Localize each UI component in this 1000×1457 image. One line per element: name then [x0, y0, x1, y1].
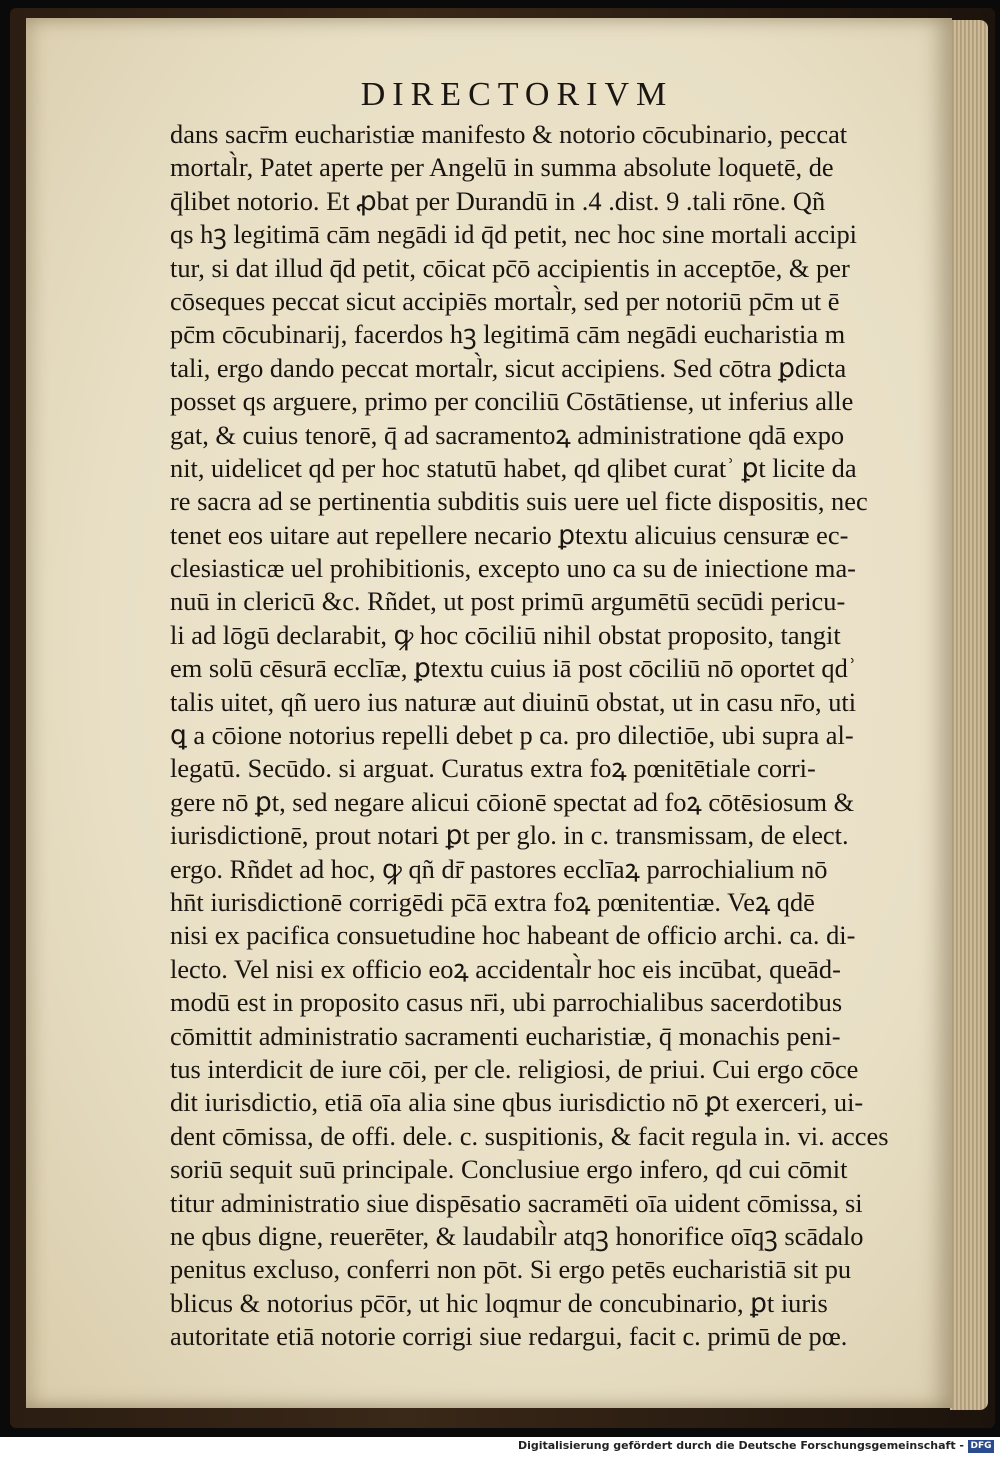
text-line: legatū. Secūdo. si arguat. Curatus extra foꝝ pœnitētiale corri- [170, 753, 816, 784]
footer-bar [0, 1437, 1000, 1457]
text-line: q̄libet notorio. Et ꝓbat per Durandū in .4 .dist. 9 .tali rōne. Qñ [170, 185, 826, 216]
text-line: gat, & cuius tenorē, q̄ ad sacramentoꝝ administratione qdā expo [170, 419, 845, 450]
text-line: nuū in clericū &c. Rñdet, ut post primū argumētū secūdi pericu- [170, 586, 846, 617]
dfg-logo: DFG [968, 1440, 994, 1453]
text-line: penitus excluso, conferri non pōt. Si ergo petēs eucharistiā sit pu [170, 1254, 852, 1285]
text-line: nit, uidelicet qd per hoc statutū habet, qd qlibet curatʾ ꝑt licite da [170, 452, 857, 483]
text-line: tali, ergo dando peccat mortal̀r, sicut accipiens. Sed cōtra ꝑdicta [170, 352, 847, 383]
text-line: cōseques peccat sicut accipiēs mortal̀r, sed per notoriū pc̄m ut ē [170, 285, 840, 316]
text-line: posset qs arguere, primo per conciliū Cōstātiense, ut inferius alle [170, 386, 854, 417]
text-line: blicus & notorius pc̄ōr, ut hic loqmur de concubinario, ꝑt iuris [170, 1287, 828, 1318]
text-line: gere nō ꝑt, sed negare alicui cōionē spectat ad foꝝ cōtēsiosum & [170, 786, 855, 817]
text-line: ꝗ a cōione notorius repelli debet p ca. pro dilectiōe, ubi supra al- [170, 720, 854, 751]
text-line: ne qbus digne, reuerēter, & laudabil̀r atqꝫ honorifice oīqꝫ scādalo [170, 1220, 864, 1251]
text-line: talis uitet, qñ uero ius naturæ aut diuinū obstat, ut in casu nr̄o, uti [170, 686, 857, 717]
text-line: tur, si dat illud q̄d petit, cōicat pc̄ō accipientis in acceptōe, & per [170, 252, 850, 283]
running-head: DIRECTORIVM [360, 76, 674, 113]
text-line: qs hꝫ legitimā cām negādi id q̄d petit, nec hoc sine mortali accipi [170, 219, 857, 250]
text-line: soriū sequit suū principale. Conclusiue ergo infero, qd cui cōmit [170, 1154, 848, 1185]
text-line: dans sacr̄m eucharistiæ manifesto & notorio cōcubinario, peccat [170, 119, 848, 149]
text-block [170, 118, 910, 1353]
text-line: dit iurisdictio, etiā oīa alia sine qbus iurisdictio nō ꝑt exerceri, ui- [170, 1087, 864, 1118]
page-stack-edge [950, 20, 988, 1410]
text-line: iurisdictionē, prout notari ꝑt per glo. in c. transmissam, de elect. [170, 820, 849, 851]
text-line: modū est in proposito casus nr̄i, ubi parrochialibus sacerdotibus [170, 987, 843, 1018]
text-line: tenet eos uitare aut repellere necario ꝑtextu alicuius censuræ ec- [170, 519, 849, 550]
text-line: li ad lōgū declarabit, ꝙ hoc cōciliū nihil obstat proposito, tangit [170, 619, 841, 650]
funding-notice: Digitalisierung gefördert durch die Deutsche Forschungsgemeinschaft - [517, 1439, 964, 1452]
text-line: autoritate etiā notorie corrigi siue redargui, facit c. primū de pœ. [170, 1321, 848, 1352]
text-line: nisi ex pacifica consuetudine hoc habeant de officio archi. ca. di- [170, 920, 856, 951]
text-line: ergo. Rñdet ad hoc, ꝙ qñ dr̄ pastores ecclīaꝝ parrochialium nō [170, 853, 828, 884]
text-line: cōmittit administratio sacramenti eucharistiæ, q̄ monachis peni- [170, 1020, 841, 1051]
text-line: hn̄t iurisdictionē corrigēdi pc̄ā extra foꝝ pœnitentiæ. Veꝝ qdē [170, 886, 815, 917]
text-line: titur administratio siue dispēsatio sacramēti oīa uident cōmissa, si [170, 1187, 863, 1218]
text-line: tus interdicit de iure cōi, per cle. religiosi, de priui. Cui ergo cōce [170, 1053, 859, 1084]
text-line: mortal̀r, Patet aperte per Angelū in summa absolute loquetē, de [170, 152, 834, 183]
text-line: re sacra ad se pertinentia subditis suis uere uel ficte dispositis, nec [170, 486, 868, 517]
text-line: dent cōmissa, de offi. dele. c. suspitionis, & facit regula in. vi. acces [170, 1120, 889, 1151]
text-line: clesiasticæ uel prohibitionis, excepto uno ca su de iniectione ma- [170, 553, 856, 584]
text-line: pc̄m cōcubinarij, facerdos hꝫ legitimā cām negādi eucharistia m [170, 319, 846, 350]
text-line: lecto. Vel nisi ex officio eoꝝ accidental̀r hoc eis incūbat, queād- [170, 953, 841, 984]
text-line: em solū cēsurā ecclīæ, ꝑtextu cuius iā post cōciliū nō oportet qdʾ [170, 653, 857, 684]
